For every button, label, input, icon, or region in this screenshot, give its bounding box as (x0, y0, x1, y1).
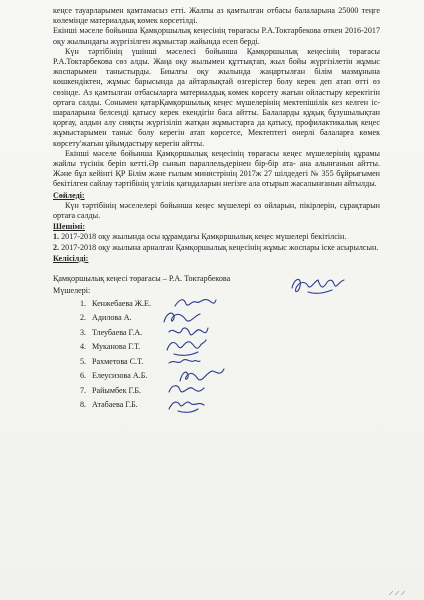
paragraph-third-issue: Күн тәртібінің үшінші мәселесі бойынша Қамқоршылық кеңесінің төрағасы Р.А.Токтарбекова сөз алды. Жаңа оқу жылымен құттықтап, жыл бойы жүргізілетін жұмыс жоспарымен таныстырды. Биылғы оқу жылында жаңартылған білім мазмұнына көшкендіктен, жұмыс барысында да айтарлықтай өзгерістер болу керек деп атап өтті өз сөзінде. Аз қамтылған отбасыларға материалдық көмек көрсету жағын ойластыру керектігін ортаға салды. Сонымен қатарҚамқоршылық кеңес мүшелерінің мектепішілік кез келген іс-шараларына белсенді қатысу керек екендігін баса айтты. Балаларды құқық бұзушылықтан қорғау, алдын алу сияқты жүргізіліп жатқан жұмыстарға да қатысу, профилактикалық кеңес жұмыстарымен таныс болу керегін атап көрсетсе, Мектептегі өнерлі балаларға көмек көрсету'жағын ұйымдастыру керегін айтты. (53, 46, 380, 148)
member-name: Атабаева Г.Б. (92, 400, 138, 410)
page-corner-mark (388, 589, 410, 597)
decision-item-1 (53, 232, 380, 242)
member-number: 2. (80, 313, 87, 323)
member-signature (166, 353, 202, 369)
member-number: 1. (80, 298, 87, 308)
member-item (80, 340, 380, 355)
decision-item-2 (53, 243, 380, 253)
member-item (80, 296, 380, 311)
member-number: 7. (80, 385, 87, 395)
member-name: Муканова Г.Т. (92, 342, 141, 352)
member-number: 6. (80, 371, 87, 381)
member-item (80, 369, 380, 384)
member-item (80, 311, 380, 326)
member-name: Кенжебаева Ж.Е. (92, 298, 151, 308)
member-number: 8. (80, 400, 87, 410)
paragraph-council-composition: Екінші мәселе бойынша Қамқоршылық кеңесінің төрағасы кеңес мүшелерінің құрамы жайлы түсінік беріп кетті.Әр сынып параллельдерінен бір-бір ата- ана алынғанын айтты. Және бұл кейінгі ҚР Білім және ғылым министрінің 2017ж 27 шілдедегі № 355 бұйрығымен бекітілген сайлау тәртібінің үлгілік қағидаларын негізге ала отырып жасалынғанын айтылды. (53, 148, 380, 189)
member-number: 3. (80, 327, 87, 337)
speeches-heading: Сөйледі: (53, 190, 85, 200)
member-number: 4. (80, 342, 87, 352)
member-name: Адилова А. (92, 313, 132, 323)
member-item (80, 398, 380, 413)
member-name: Рахметова С.Т. (92, 356, 144, 366)
member-item (80, 383, 380, 398)
agreed-heading: Келісілді: (53, 253, 89, 263)
decision-number: 2. (53, 242, 60, 252)
member-signature (166, 395, 208, 415)
decision-heading: Шешімі: (53, 222, 86, 232)
decision-text: 2017-2018 оқу жылында осы құрамдағы Қамқоршылық кеңес мүшелері бекітілсін. (61, 232, 347, 242)
decision-text: 2017-2018 оқу жылына арналған Қамқоршылық кеңесінің жұмыс жоспары іске асырылсын. (61, 242, 379, 252)
chair-line (53, 272, 380, 286)
member-name: Райымбек Г.Б. (92, 385, 142, 395)
member-item (80, 325, 380, 340)
member-item (80, 354, 380, 369)
paragraph-material-aid: кеңсе тауарларымен қамтамасыз етті. Жалпы аз қамтылған отбасы балаларына 25000 теңге көлемінде материалдық көмек көрсетілді. (53, 6, 380, 26)
decision-number: 1. (53, 232, 60, 242)
chair-text: Қамқоршылық кеңесі төрағасы – Р.А. Токтарбекова (53, 274, 231, 284)
speeches-text: Күн тәртібінің мәселелері бойынша кеңес мүшелері өз ойларын, пікірлерін, сұрақтарын ортаға салды. (53, 200, 380, 221)
member-number: 5. (80, 356, 87, 366)
member-name: Тлеубаева Г.А. (92, 327, 143, 337)
paragraph-second-issue-report: Екінші мәселе бойынша Қамқоршылық кеңесінің төрағасы Р.А.Токтарбекова өткен 2016-2017 оқу жылындағы жүргізілген жұмыстар жайында есеп берді. (53, 26, 380, 46)
member-signature (172, 294, 218, 312)
members-list (53, 296, 380, 412)
members-heading: Мүшелері: (53, 286, 91, 296)
member-name: Елеусизова А.Б. (92, 371, 148, 381)
